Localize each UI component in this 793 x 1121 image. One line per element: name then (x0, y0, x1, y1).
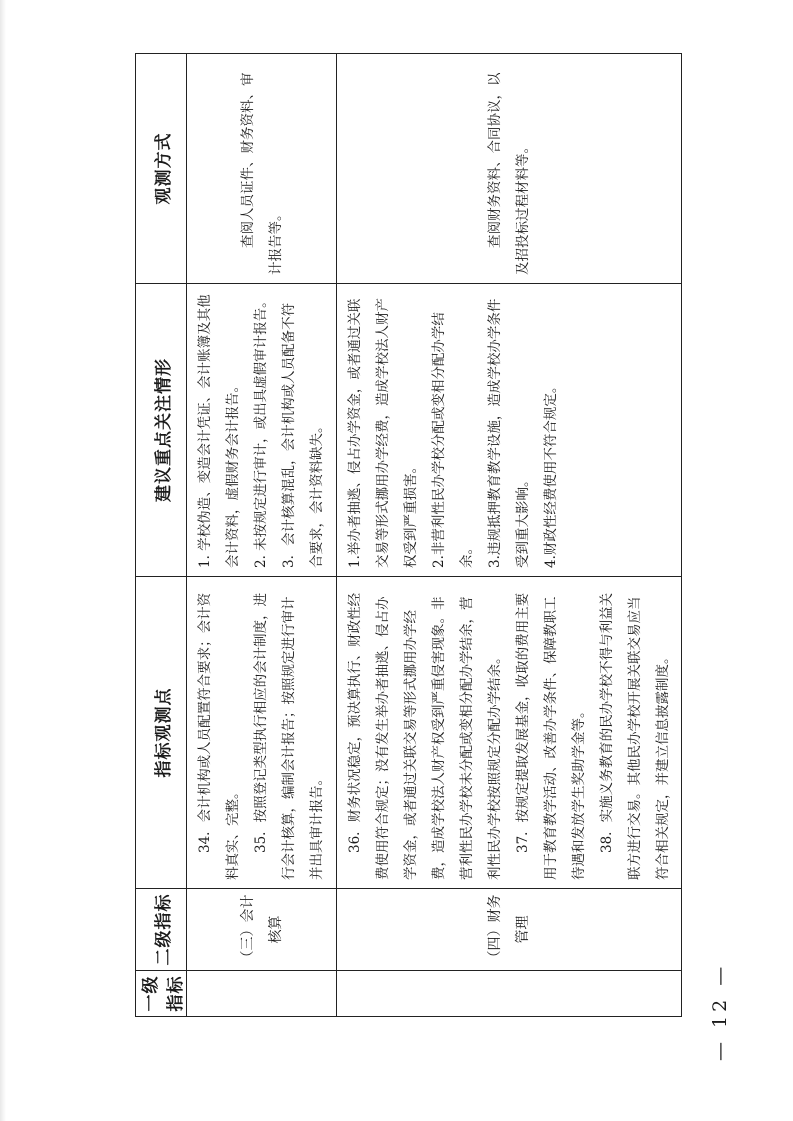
level1-cell (337, 971, 682, 1017)
page-number: — 12 — (709, 962, 731, 1061)
focus-item: 4.财政性经费使用不符合规定。 (543, 379, 559, 568)
focus-cell (187, 284, 337, 577)
focus-item: 2.非营利性民办学校分配或变相分配办学结余。 (431, 312, 475, 568)
method-text: 查阅财务资料、合同协议，以及招投标过程材料等。 (487, 72, 531, 275)
header-level1: 一级指标 (136, 971, 187, 1017)
level2-cell: （四）财务管理 (337, 889, 682, 971)
point-item: 38．实施义务教育的民办学校不得与利益关联方进行交易。其他民办学校开展关联交易应当符合相关规定，并建立信息披露制度。 (599, 592, 671, 880)
points-cell (337, 577, 682, 889)
focus-item: 1.举办者抽逃、侵占办学资金，或者通过关联交易等形式挪用办学经费，造成学校法人财产权受到严重损害。 (347, 298, 419, 568)
header-points: 指标观测点 (136, 577, 187, 889)
level2-cell: （三）会计核算 (187, 889, 337, 971)
table-header-row (136, 54, 187, 1017)
focus-item: 1. 学校伪造、变造会计凭证、会计账簿及其他会计资料，虚假财务会计报告。 (197, 294, 241, 568)
method-text: 查阅人员证件、财务资料、审计报告等。 (239, 72, 284, 275)
point-item: 37．按规定提取发展基金，收取的费用主要用于教育教学活动、改善办学条件、保障教职工待遇和发放学生奖助学金等。 (515, 592, 587, 880)
method-cell (187, 54, 337, 284)
header-level2: 二级指标 (136, 889, 187, 971)
table-row (337, 54, 682, 1017)
header-focus: 建议重点关注情形 (136, 284, 187, 577)
point-item: 36．财务状况稳定，预决算执行、财政性经费使用符合规定；没有发生举办者抽逃、侵占办学资金，或者通过关联交易等形式挪用办学经费，造成学校法人财产权受到严重侵害现象。非营利性民办学校未分配或变相分配办学结余，营利性民办学校按照规定分配办学结余。 (347, 592, 503, 880)
table-row (187, 54, 337, 1017)
focus-item: 3.违规抵押教育教学设施，造成学校办学条件受到重大影响。 (487, 298, 531, 568)
level1-cell (187, 971, 337, 1017)
point-item: 35．按照登记类型执行相应的会计制度，进行会计核算，编制会计报告；按照规定进行审计并出具审计报告。 (253, 592, 325, 880)
focus-item: 3．会计核算混乱，会计机构或人员配备不符合要求，会计资料缺失。 (281, 302, 325, 568)
focus-cell (337, 284, 682, 577)
point-item: 34．会计机构或人员配置符合要求；会计资料真实、完整。 (197, 592, 241, 880)
method-cell (337, 54, 682, 284)
indicator-table (135, 53, 682, 1017)
points-cell (187, 577, 337, 889)
header-method: 观测方式 (136, 54, 187, 284)
focus-item: 2. 未按规定进行审计，或出具虚假审计报告。 (253, 294, 269, 568)
